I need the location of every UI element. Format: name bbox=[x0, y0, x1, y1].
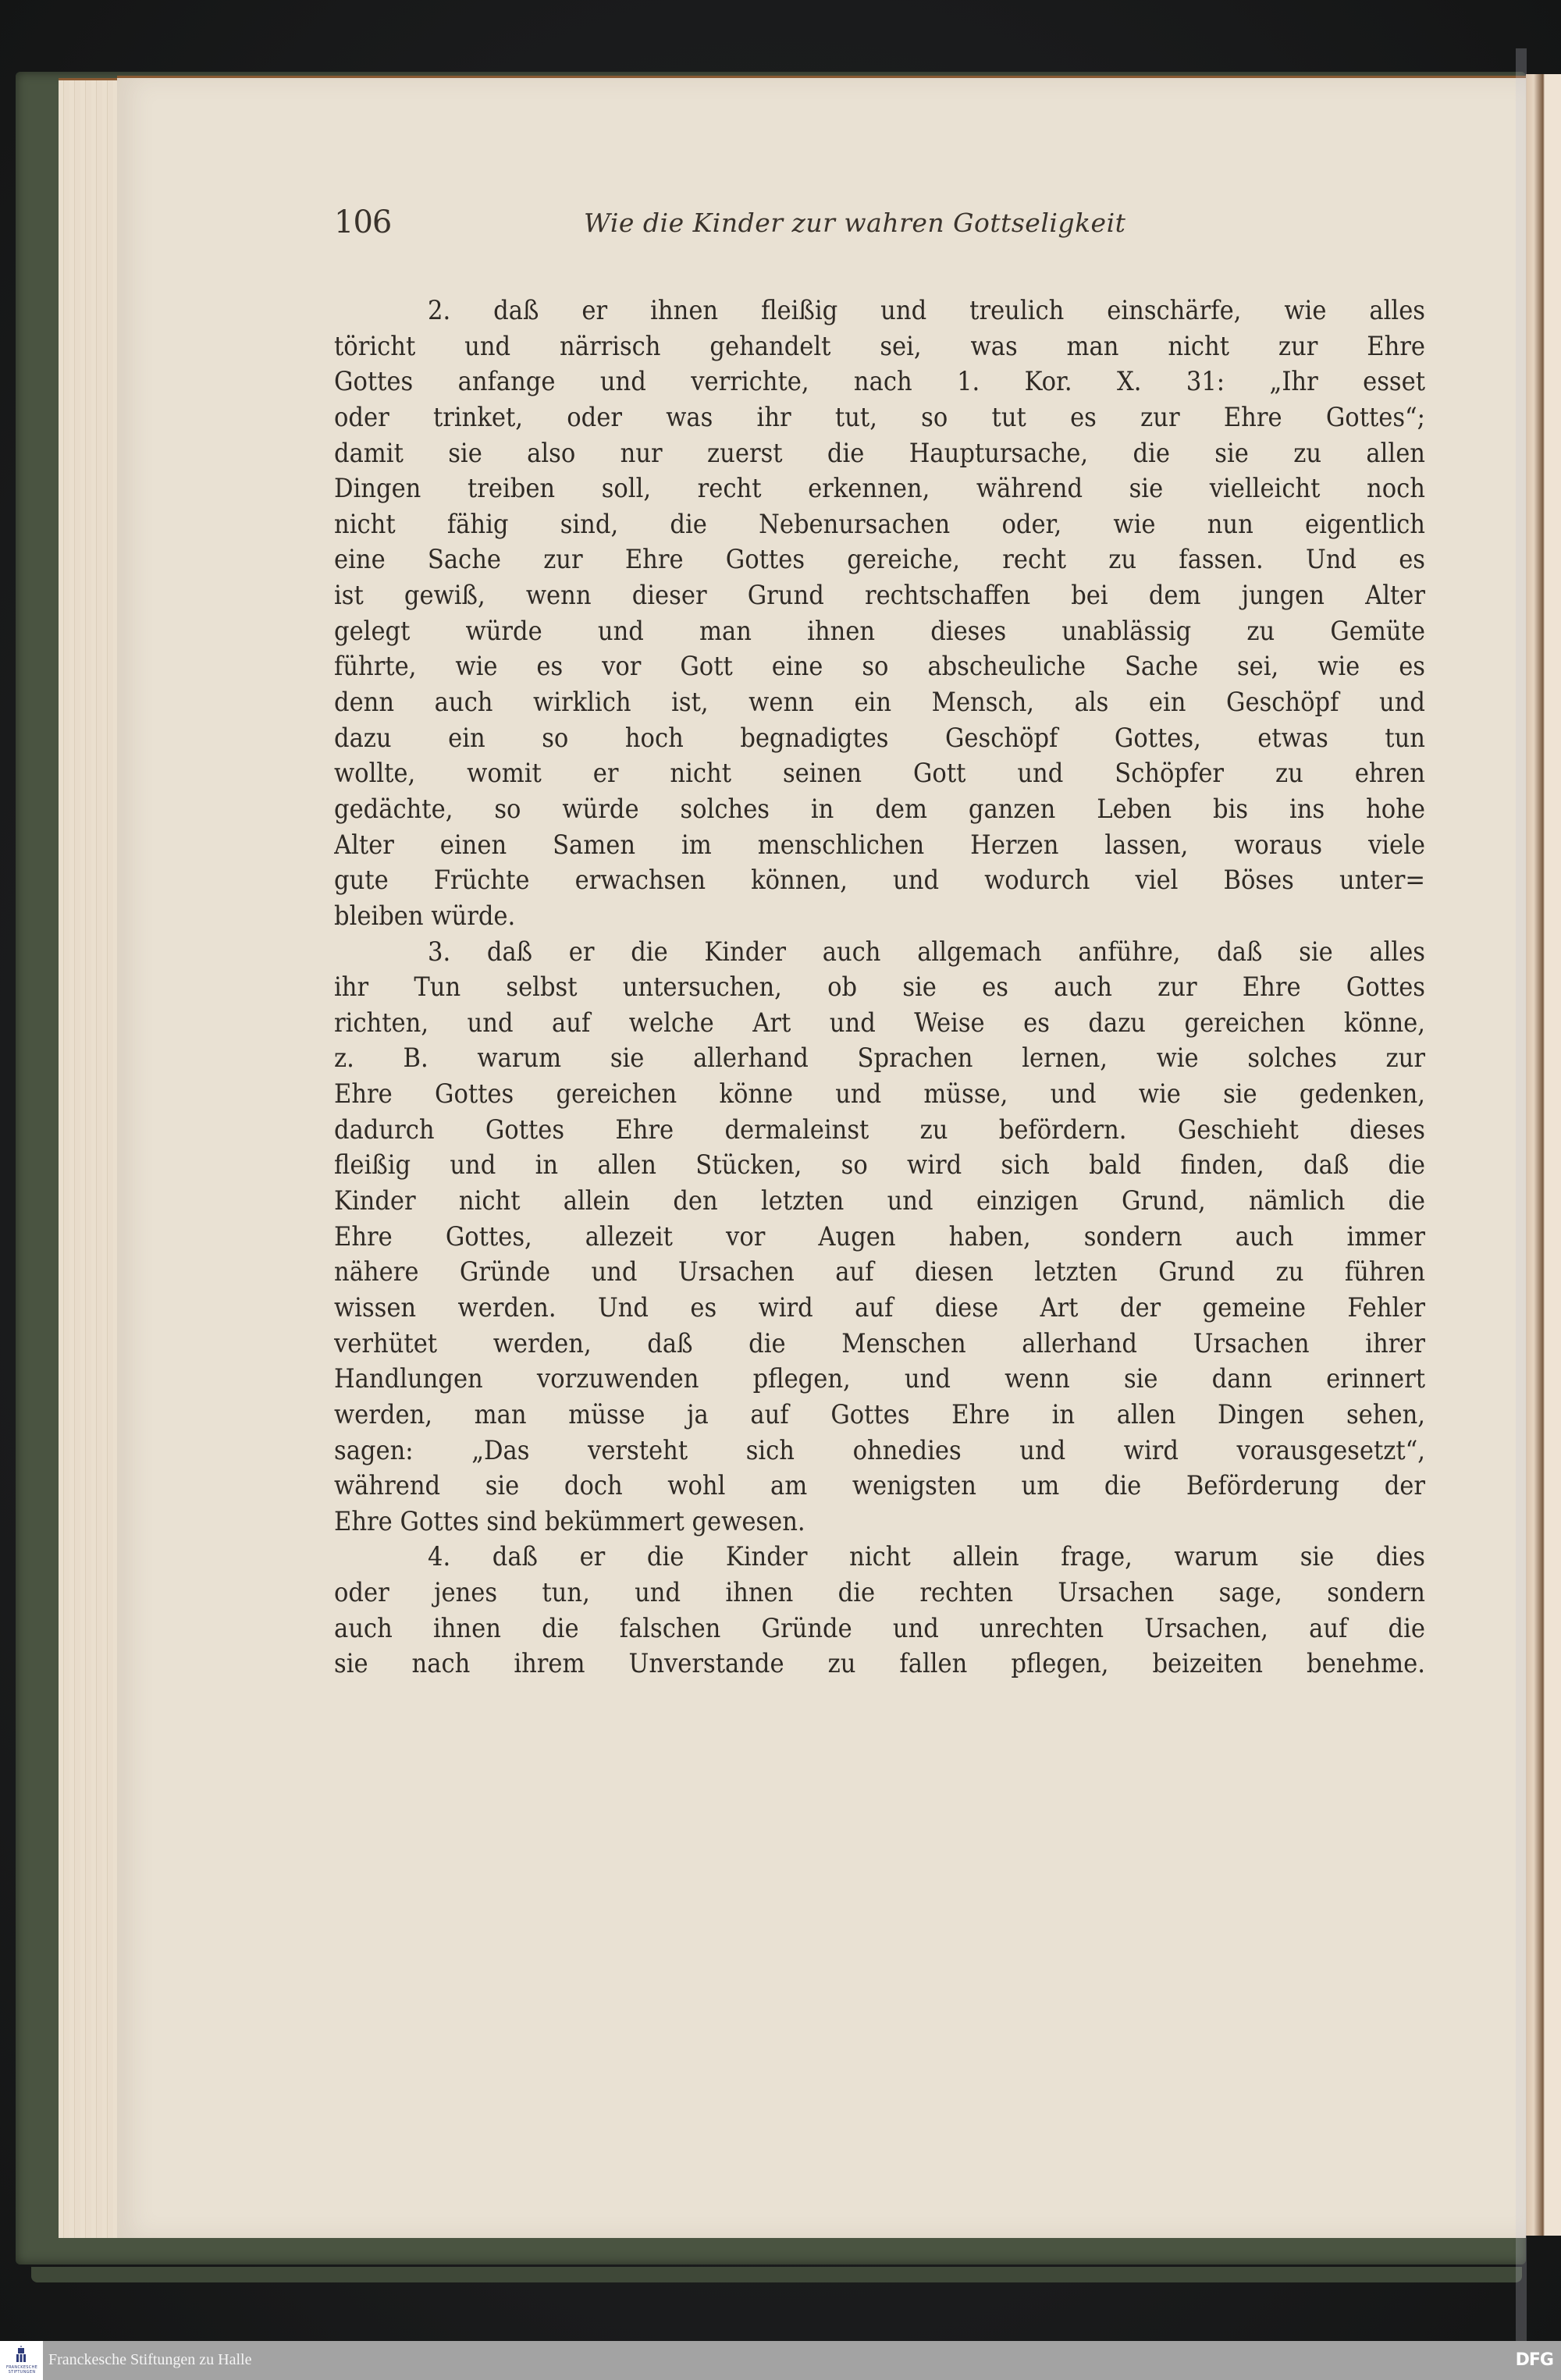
text-line: Gottes anfange und verrichte, nach 1. Kor. X. 31: „Ihr esset bbox=[334, 366, 1425, 398]
text-line: denn auch wirklich ist, wenn ein Mensch, als ein Geschöpf und bbox=[334, 687, 1425, 719]
text-line: gedächte, so würde solches in dem ganzen Leben bis ins hohe bbox=[334, 793, 1425, 825]
body-text bbox=[334, 293, 1425, 1682]
text-line: z. B. warum sie allerhand Sprachen lernen, wie solches zur bbox=[334, 1043, 1425, 1075]
running-head-title: Wie die Kinder zur wahren Gottseligkeit bbox=[584, 208, 1126, 238]
page-number: 106 bbox=[334, 204, 392, 240]
text-line: dadurch Gottes Ehre dermaleinst zu befördern. Geschieht dieses bbox=[334, 1114, 1425, 1146]
text-line: werden, man müsse ja auf Gottes Ehre in allen Dingen sehen, bbox=[334, 1398, 1425, 1430]
logo-text-line2: STIFTUNGEN bbox=[8, 2370, 36, 2375]
text-line: Dingen treiben soll, recht erkennen, während sie vielleicht noch bbox=[334, 473, 1425, 505]
text-line: nähere Gründe und Ursachen auf diesen letzten Grund zu führen bbox=[334, 1256, 1425, 1288]
text-line: während sie doch wohl am wenigsten um die Beförderung der bbox=[334, 1470, 1425, 1502]
text-line: 4. daß er die Kinder nicht allein frage, warum sie dies bbox=[428, 1541, 1425, 1573]
text-line: Alter einen Samen im menschlichen Herzen lassen, woraus viele bbox=[334, 829, 1425, 861]
text-line: ist gewiß, wenn dieser Grund rechtschaffen bei dem jungen Alter bbox=[334, 580, 1425, 612]
text-line: fleißig und in allen Stücken, so wird sich bald finden, daß die bbox=[334, 1149, 1425, 1181]
scan-edge-strip bbox=[1516, 48, 1527, 2343]
text-line: Handlungen vorzuwenden pflegen, und wenn sie dann erinnert bbox=[334, 1363, 1425, 1395]
text-line: nicht fähig sind, die Nebenursachen oder, wie nun eigentlich bbox=[334, 508, 1425, 540]
text-line: verhütet werden, daß die Menschen allerhand Ursachen ihrer bbox=[334, 1327, 1425, 1359]
dfg-logo[interactable]: DFG bbox=[1515, 2350, 1553, 2370]
text-line: führte, wie es vor Gott eine so abscheuliche Sache sei, wie es bbox=[334, 651, 1425, 683]
text-line: wollte, womit er nicht seinen Gott und Schöpfer zu ehren bbox=[334, 758, 1425, 790]
text-line: damit sie also nur zuerst die Hauptursache, die sie zu allen bbox=[334, 437, 1425, 469]
text-line: sagen: „Das versteht sich ohnedies und wird vorausgesetzt“, bbox=[334, 1434, 1425, 1466]
page-right-edge bbox=[1526, 74, 1561, 2236]
text-line: dazu ein so hoch begnadigtes Geschöpf Gottes, etwas tun bbox=[334, 722, 1425, 754]
book-cover-bottom bbox=[31, 2267, 1522, 2282]
running-head bbox=[334, 204, 1427, 243]
text-line: eine Sache zur Ehre Gottes gereiche, recht zu fassen. Und es bbox=[334, 544, 1425, 576]
page-stack-edge bbox=[59, 78, 121, 2238]
text-line: 2. daß er ihnen fleißig und treulich einschärfe, wie alles bbox=[428, 295, 1425, 326]
text-line: richten, und auf welche Art und Weise es dazu gereichen könne, bbox=[334, 1007, 1425, 1039]
text-line: gelegt würde und man ihnen dieses unablässig zu Gemüte bbox=[334, 615, 1425, 647]
institution-name-link[interactable]: Franckesche Stiftungen zu Halle bbox=[48, 2351, 252, 2368]
text-line: oder jenes tun, und ihnen die rechten Ursachen sage, sondern bbox=[334, 1577, 1425, 1609]
institution-logo[interactable] bbox=[0, 2341, 43, 2380]
text-line: bleiben würde. bbox=[334, 900, 516, 932]
text-line: töricht und närrisch gehandelt sei, was man nicht zur Ehre bbox=[334, 330, 1425, 362]
logo-text bbox=[2, 2365, 42, 2375]
text-line: auch ihnen die falschen Gründe und unrechten Ursachen, auf die bbox=[334, 1612, 1425, 1644]
text-line: 3. daß er die Kinder auch allgemach anführe, daß sie alles bbox=[428, 936, 1425, 968]
text-line: oder trinket, oder was ihr tut, so tut es zur Ehre Gottes“; bbox=[334, 401, 1425, 433]
text-line: Kinder nicht allein den letzten und einzigen Grund, nämlich die bbox=[334, 1185, 1425, 1217]
text-line: Ehre Gottes sind bekümmert gewesen. bbox=[334, 1505, 805, 1537]
logo-figure-icon bbox=[16, 2346, 26, 2363]
text-line: wissen werden. Und es wird auf diese Art der gemeine Fehler bbox=[334, 1291, 1425, 1323]
text-line: Ehre Gottes, allezeit vor Augen haben, sondern auch immer bbox=[334, 1220, 1425, 1252]
text-line: Ehre Gottes gereichen könne und müsse, und wie sie gedenken, bbox=[334, 1078, 1425, 1110]
text-line: ihr Tun selbst untersuchen, ob sie es auch zur Ehre Gottes bbox=[334, 972, 1425, 1004]
footer-bar bbox=[0, 2341, 1561, 2380]
text-line: gute Früchte erwachsen können, und wodurch viel Böses unter= bbox=[334, 865, 1425, 897]
text-line: sie nach ihrem Unverstande zu fallen pflegen, beizeiten benehme. bbox=[334, 1648, 1425, 1680]
logo-text-line1: FRANCKESCHE bbox=[5, 2365, 38, 2370]
